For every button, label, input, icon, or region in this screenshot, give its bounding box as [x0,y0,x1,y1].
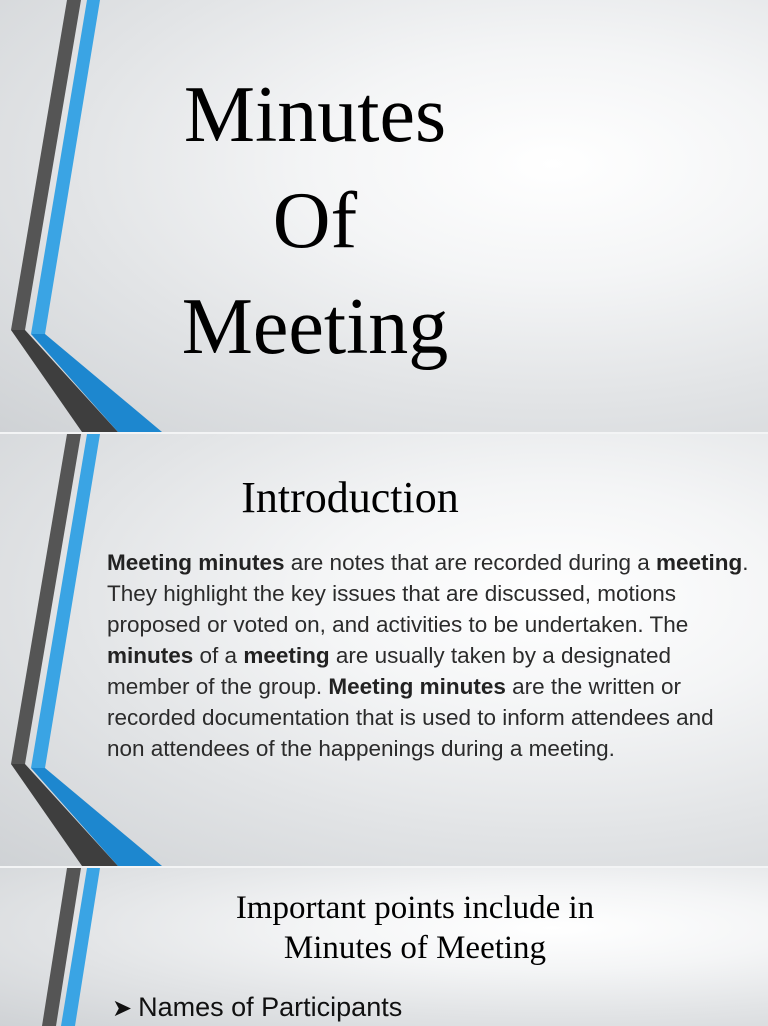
main-title: Minutes Of Meeting [181,71,449,371]
important-points-heading: Important points include in Minutes of Meeting [235,890,595,966]
bullet-text: Names of Participants [138,992,403,1022]
dark-fold [11,764,118,866]
slide-important-points [0,868,768,1026]
introduction-paragraph: Meeting minutes are notes that are recorded during a meeting. They highlight the key issues that are discussed, motions proposed or voted on, and activities to be undertaken. The minutes of a meeting are usually taken by a designated member of the group. Meeting minutes are the written or recorded documentation that is used to inform attendees and non attendees of the happenings during a meeting. [107,550,749,761]
introduction-heading: Introduction [241,473,459,522]
arrowhead-bullet-icon: ➤ [112,995,133,1022]
bullet-item [112,992,402,1023]
dark-fold [11,330,118,432]
slide-title [0,0,768,432]
slide-introduction [0,434,768,866]
